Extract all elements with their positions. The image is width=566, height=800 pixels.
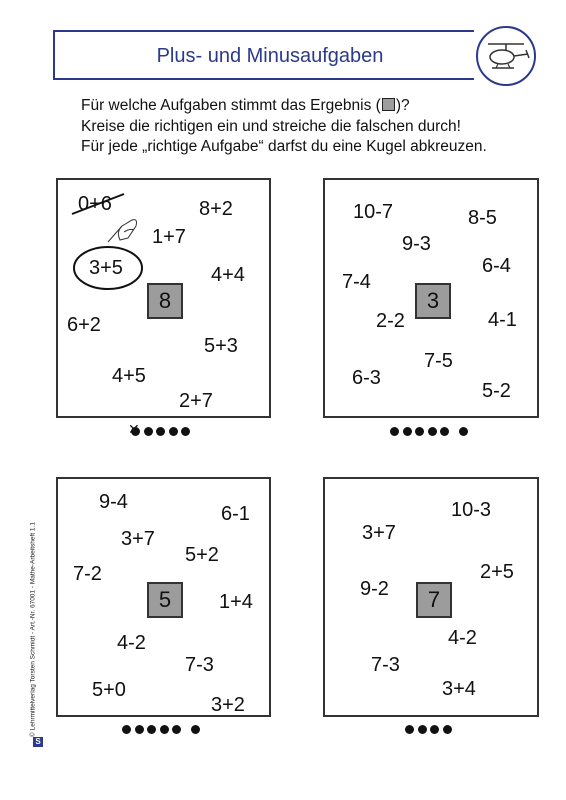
example-markings bbox=[58, 180, 269, 416]
term[interactable]: 2-2 bbox=[376, 310, 405, 332]
bead[interactable] bbox=[169, 427, 178, 436]
exercise-panel-1 bbox=[56, 178, 271, 418]
bead[interactable] bbox=[191, 725, 200, 734]
instruction-line-3: Für jede „richtige Aufgabe“ darfst du eine Kugel abkreuzen. bbox=[81, 138, 487, 155]
result-box: 8 bbox=[147, 283, 183, 319]
exercise-panel-4 bbox=[323, 477, 539, 717]
instruction-line-2: Kreise die richtigen ein und streiche die falschen durch! bbox=[81, 117, 461, 135]
instructions bbox=[81, 96, 487, 158]
bead-row-4 bbox=[405, 725, 455, 734]
term[interactable]: 10-7 bbox=[353, 201, 394, 223]
bead[interactable] bbox=[418, 725, 427, 734]
term[interactable]: 2+5 bbox=[480, 561, 514, 583]
term[interactable]: 7-2 bbox=[73, 563, 102, 585]
term[interactable]: 10-3 bbox=[451, 499, 492, 521]
publisher-sidebar bbox=[26, 500, 40, 760]
publisher-logo: S bbox=[33, 737, 43, 747]
term[interactable]: 7-4 bbox=[342, 271, 371, 293]
term[interactable]: 3+4 bbox=[442, 678, 476, 700]
bead[interactable] bbox=[390, 427, 399, 436]
term[interactable]: 3+2 bbox=[211, 694, 245, 716]
pencil-hand-icon bbox=[108, 220, 137, 242]
title-box bbox=[53, 30, 531, 80]
helicopter-icon bbox=[474, 24, 538, 88]
term[interactable]: 9-3 bbox=[402, 233, 431, 255]
term[interactable]: 3+7 bbox=[121, 528, 155, 550]
bead[interactable] bbox=[122, 725, 131, 734]
term[interactable]: 8+2 bbox=[199, 198, 233, 220]
term[interactable]: 4-2 bbox=[117, 632, 146, 654]
term[interactable]: 7-5 bbox=[424, 350, 453, 372]
bead[interactable] bbox=[144, 427, 153, 436]
bead[interactable] bbox=[135, 725, 144, 734]
bead[interactable] bbox=[443, 725, 452, 734]
bead-row-2 bbox=[390, 427, 471, 436]
term[interactable]: 6-3 bbox=[352, 367, 381, 389]
bead[interactable] bbox=[160, 725, 169, 734]
bead-crossed[interactable] bbox=[131, 427, 140, 436]
term[interactable]: 6+2 bbox=[67, 314, 101, 336]
bead-row-1 bbox=[131, 427, 194, 436]
term[interactable]: 1+7 bbox=[152, 226, 186, 248]
term[interactable]: 7-3 bbox=[371, 654, 400, 676]
bead[interactable] bbox=[415, 427, 424, 436]
term[interactable]: 6-1 bbox=[221, 503, 250, 525]
instruction-line-1: Für welche Aufgaben stimmt das Ergebnis ( )? bbox=[81, 97, 410, 114]
bead[interactable] bbox=[156, 427, 165, 436]
bead[interactable] bbox=[430, 725, 439, 734]
term[interactable]: 9-4 bbox=[99, 491, 128, 513]
term[interactable]: 5-2 bbox=[482, 380, 511, 402]
term[interactable]: 5+0 bbox=[92, 679, 126, 701]
term[interactable]: 4+4 bbox=[211, 264, 245, 286]
term[interactable]: 3+5 bbox=[89, 257, 123, 279]
bead-row-3 bbox=[122, 725, 203, 734]
term[interactable]: 6-4 bbox=[482, 255, 511, 277]
term[interactable]: 3+7 bbox=[362, 522, 396, 544]
term[interactable]: 9-2 bbox=[360, 578, 389, 600]
term[interactable]: 2+7 bbox=[179, 390, 213, 412]
bead[interactable] bbox=[172, 725, 181, 734]
term[interactable]: 5+2 bbox=[185, 544, 219, 566]
bead[interactable] bbox=[459, 427, 468, 436]
term[interactable]: 5+3 bbox=[204, 335, 238, 357]
term[interactable]: 1+4 bbox=[219, 591, 253, 613]
page-title: Plus- und Minusaufgaben bbox=[156, 45, 384, 67]
term[interactable]: 4+5 bbox=[112, 365, 146, 387]
result-box: 7 bbox=[416, 582, 452, 618]
exercise-panel-2 bbox=[323, 178, 539, 418]
term[interactable]: 4-2 bbox=[448, 627, 477, 649]
result-box: 5 bbox=[147, 582, 183, 618]
result-box: 3 bbox=[415, 283, 451, 319]
bead[interactable] bbox=[428, 427, 437, 436]
term[interactable]: 4-1 bbox=[488, 309, 517, 331]
bead[interactable] bbox=[181, 427, 190, 436]
bead[interactable] bbox=[147, 725, 156, 734]
term[interactable]: 7-3 bbox=[185, 654, 214, 676]
result-square-icon bbox=[382, 98, 395, 111]
exercise-panel-3 bbox=[56, 477, 271, 717]
term[interactable]: 8-5 bbox=[468, 207, 497, 229]
term[interactable]: 0+6 bbox=[78, 193, 112, 215]
bead[interactable] bbox=[405, 725, 414, 734]
bead[interactable] bbox=[440, 427, 449, 436]
publisher-text: © Lehrmittelverlag Torsten Schmidt - Art.-Nr. 67001 - Mathe-Arbeitsheft 1.1 bbox=[29, 522, 37, 737]
bead[interactable] bbox=[403, 427, 412, 436]
